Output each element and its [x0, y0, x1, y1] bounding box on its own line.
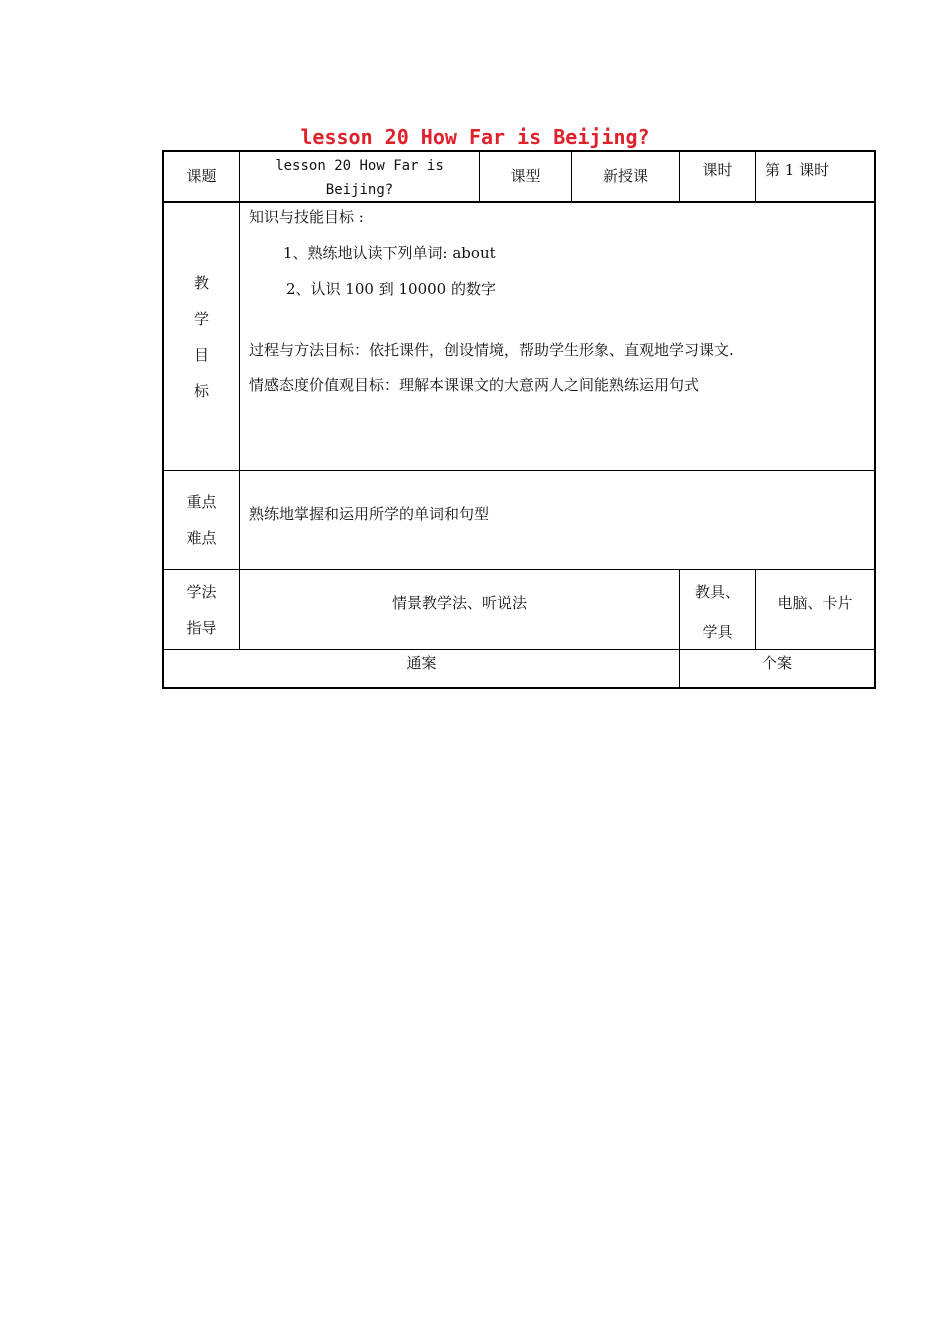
objective-attitude: 情感态度价值观目标：理解本课课文的大意两人之间能熟练运用句式: [249, 376, 700, 394]
objectives-label-char-1: 教: [193, 274, 209, 292]
keypoints-label-line1: 重点: [186, 493, 217, 511]
keypoints-content: 熟练地掌握和运用所学的单词和句型: [249, 505, 490, 523]
table-border-top: [162, 150, 876, 152]
period-value: 第 1 课时: [765, 161, 830, 179]
objectives-label-char-2: 学: [193, 310, 209, 328]
period-label: 课时: [702, 161, 733, 179]
document-title: lesson 20 How Far is Beijing?: [300, 125, 650, 149]
table-border-bottom: [162, 687, 876, 689]
row-divider-2: [162, 470, 876, 471]
topic-value-line2: Beijing?: [325, 182, 394, 198]
type-value: 新授课: [602, 167, 648, 185]
method-content: 情景教学法、听说法: [391, 594, 527, 612]
topic-value: [240, 154, 479, 202]
tools-value: 电脑、卡片: [777, 594, 853, 612]
row-divider-3: [162, 569, 876, 570]
method-label-line1: 学法: [186, 583, 217, 601]
tools-label: [680, 572, 755, 652]
topic-label: 课题: [186, 167, 217, 185]
table-border-right: [874, 150, 876, 689]
objective-item-1: 1、熟练地认读下列单词: about: [283, 244, 496, 262]
objective-process: 过程与方法目标：依托课件，创设情境，帮助学生形象、直观地学习课文.: [249, 341, 734, 359]
objectives-label-char-3: 目: [193, 346, 209, 364]
objectives-label-char-4: 标: [193, 382, 209, 400]
common-plan-label: 通案: [406, 654, 437, 672]
keypoints-label: [164, 484, 239, 556]
method-label-line2: 指导: [186, 619, 217, 637]
individual-plan-label: 个案: [761, 654, 792, 672]
lesson-plan-table: [162, 150, 876, 689]
col-divider-label: [239, 150, 240, 650]
method-label: [164, 574, 239, 646]
objective-item-2: 2、认识 100 到 10000 的数字: [286, 280, 496, 298]
objective-knowledge-heading: 知识与技能目标 :: [249, 208, 364, 226]
tools-label-line2: 学具: [702, 623, 733, 641]
keypoints-label-line2: 难点: [186, 529, 217, 547]
topic-value-line1: lesson 20 How Far is: [275, 158, 444, 174]
col-divider-593: [755, 150, 756, 202]
objectives-label: [164, 265, 239, 409]
tools-label-line1: 教具、: [694, 583, 740, 601]
row-divider-4: [162, 649, 876, 650]
type-label: 课型: [510, 167, 541, 185]
